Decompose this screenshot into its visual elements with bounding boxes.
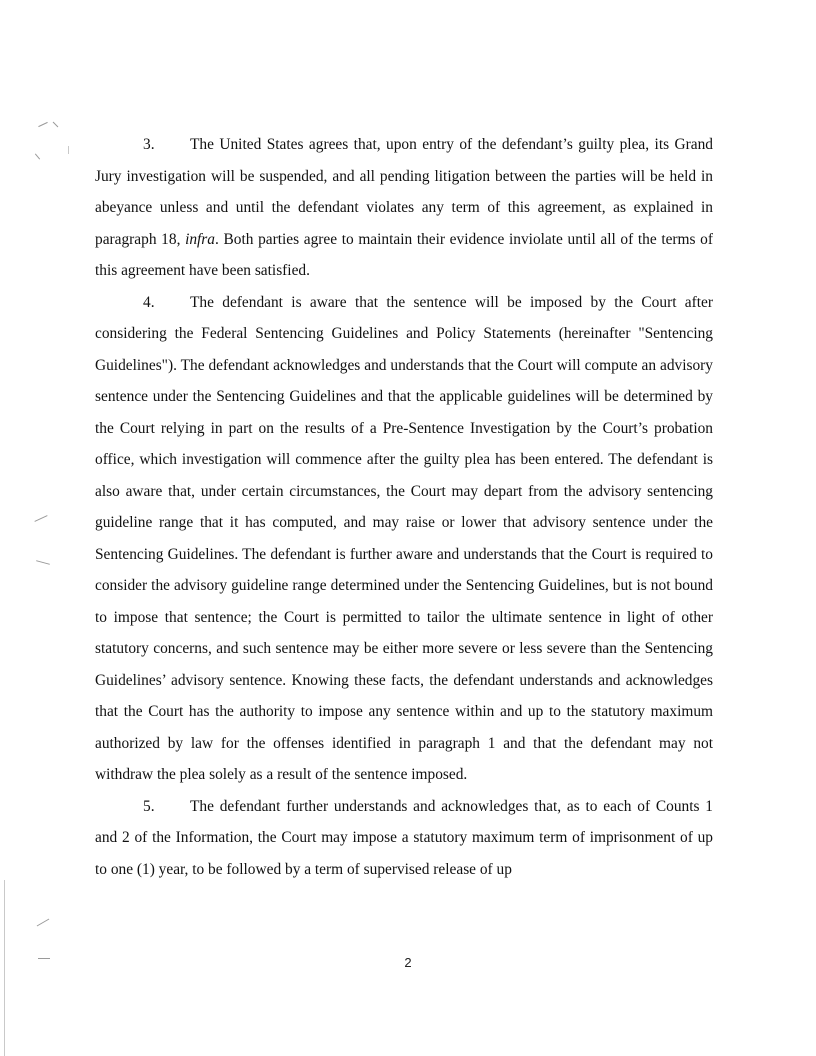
paragraph [95,129,713,287]
scan-mark [34,515,47,522]
scan-mark [53,122,59,128]
paragraph-number: 4. [143,293,155,311]
paragraph-text: The defendant further understands and acknowledges that, as to each of Counts 1 and 2 of the Information, the Court may impose a statutory maximum term of imprisonment of up to one (1) year, to be followed by a term of supervised release of up [95,797,713,878]
scan-mark [36,560,50,565]
scan-mark [68,146,69,154]
paragraph-number: 3. [143,136,155,153]
paragraph [95,287,713,791]
paragraph-text: The defendant is aware that the sentence will be imposed by the Court after considering the Federal Sentencing Guidelines and Policy Statements (hereinafter "Sentencing Guidelines"). The defendant acknowledges and understands that the Court will compute an advisory sentence under the Sentencing Guidelines and that the applicable guidelines will be determined by the Court relying in part on the results of a Pre-Sentence Investigation by the Court’s probation office, which investigation will commence after the guilty plea has been entered. The defendant is also aware that, under certain circumstances, the Court may depart from the advisory sentencing guideline range that it has computed, and may raise or lower that advisory sentence under the Sentencing Guidelines. The defendant is further aware and understands that the Court is required to consider the advisory guideline range determined under the Sentencing Guidelines, but is not bound to impose that sentence; the Court is permitted to tailor the ultimate sentence in light of other statutory concerns, and such sentence may be either more severe or less severe than the Sentencing Guidelines’ advisory sentence. Knowing these facts, the defendant understands and acknowledges that the Court has the authority to impose any sentence within and up to the statutory maximum authorized by law for the offenses identified in paragraph 1 and that the defendant may not withdraw the plea solely as a result of the sentence imposed. [95,293,713,783]
paragraph-text: . Both parties agree to maintain their evidence inviolate until all of the terms of this agreement have been satisfied. [95,230,713,279]
paragraph-number: 5. [143,797,155,815]
page-number: 2 [404,955,412,970]
scan-mark [35,153,40,159]
scan-mark [37,919,50,927]
scan-mark [38,122,47,127]
document-body [95,129,713,885]
italic-text: infra [185,230,215,248]
paragraph-text: The United States agrees that, upon entry of the defendant’s guilty plea, its Grand Jury investigation will be suspended, and all pending litigation between the parties will be held in abeyance unless and until the defendant violates any term of this agreement, as explained in paragraph 18, [95,136,713,248]
paragraph [95,791,713,886]
